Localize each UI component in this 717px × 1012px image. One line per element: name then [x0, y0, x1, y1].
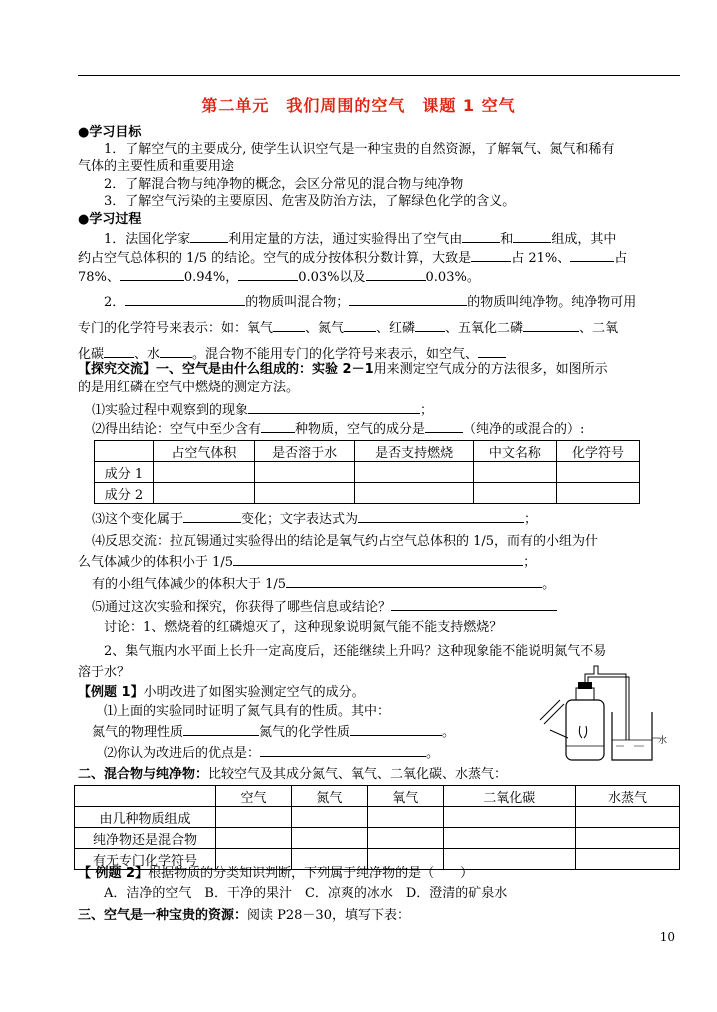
table-header: 二氧化碳 — [443, 786, 575, 807]
table-row-label: 成分 1 — [95, 462, 154, 483]
table-row-label: 由几种物质组成 — [75, 807, 216, 828]
fig-label-water: 水 — [658, 736, 668, 746]
discussion-2: 2、集气瓶内水平面上长升一定高度后，还能继续上升吗？这种现象能不能说明氮气不易 — [104, 644, 607, 659]
example2: 【 例题 2】根据物质的分类知识判断，下列属于纯净物的是（ ） — [78, 866, 474, 881]
example1-q1b: 氮气的物理性质 氮气的化学性质 。 — [92, 725, 456, 740]
goal-2: 2．了解混合物与纯净物的概念，会区分常见的混合物与纯净物 — [104, 177, 464, 192]
explore-q1: ⑴实验过程中观察到的现象 ； — [92, 403, 434, 418]
table-row-label: 有无专门化学符号 — [75, 849, 216, 870]
table-header: 水蒸气 — [575, 786, 679, 807]
apparatus-figure — [520, 660, 670, 770]
table-header: 空气 — [216, 786, 292, 807]
page-number: 10 — [659, 930, 675, 944]
table-row-label: 成分 2 — [95, 483, 154, 504]
table-header: 氧气 — [367, 786, 443, 807]
process-p1b: 约占空气总体积的 1/5 的结论。空气的成分按体积分数计算，大致是 占 21%、 占 — [78, 251, 628, 266]
table-header: 中文名称 — [473, 441, 556, 462]
goals-heading: ●学习目标 — [78, 125, 142, 140]
example1-q2: ⑵你认为改进后的优点是： 。 — [104, 746, 440, 761]
discussion-2-cont: 溶于水？ — [78, 665, 131, 680]
explore-q3: ⑶这个变化属于 变化；文字表达式为 ； — [92, 512, 538, 527]
table-header: 是否支持燃烧 — [355, 441, 473, 462]
goal-3: 3．了解空气污染的主要原因、危害及防治方法，了解绿色化学的含义。 — [104, 194, 516, 209]
process-p2: 2． 的物质叫混合物； 的物质叫纯净物。纯净物可用 — [104, 295, 637, 310]
comparison-table — [74, 785, 680, 870]
table-header: 氮气 — [291, 786, 367, 807]
goal-1: 1．了解空气的主要成分, 使学生认识空气是一种宝贵的自然资源，了解氧气、氮气和稀有 — [104, 142, 615, 157]
page-title: 第二单元 我们周围的空气 课题 1 空气 — [201, 96, 516, 115]
section3-heading: 三、空气是一种宝贵的资源：阅读 P28－30，填写下表： — [78, 908, 410, 923]
explore-intro: 【探究交流】一、空气是由什么组成的：实验 2－1用来测定空气成分的方法很多，如图所示 — [78, 362, 608, 377]
process-p1: 1．法国化学家 利用定量的方法，通过实验得出了空气由 和 组成，其中 — [104, 232, 617, 247]
table-header: 是否溶于水 — [254, 441, 355, 462]
process-p2b: 专门的化学符号来表示：如：氧气 、氮气 、红磷 、五氧化二磷 、二氧 — [78, 321, 619, 336]
explore-q4-cont: 么气体减少的体积小于 1/5 ； — [78, 555, 537, 570]
process-p2c: 化碳 、水 。混合物不能用专门的化学符号来表示，如空气、 — [78, 345, 506, 363]
explore-intro-cont: 的是用红磷在空气中燃烧的测定方法。 — [78, 380, 300, 395]
table-header: 化学符号 — [556, 441, 639, 462]
example1: 【例题 1】小明改进了如图实验测定空气的成分。 — [78, 685, 365, 700]
process-heading: ●学习过程 — [78, 212, 142, 227]
section2-heading: 二、混合物与纯净物：比较空气及其成分氮气、氧气、二氧化碳、水蒸气： — [78, 767, 508, 782]
example2-options: A．洁净的空气 B．干净的果汁 C．凉爽的冰水 D．澄清的矿泉水 — [104, 886, 508, 901]
goal-1-cont: 气体的主要性质和重要用途 — [78, 159, 235, 174]
composition-table — [94, 440, 640, 504]
table-row-label: 纯净物还是混合物 — [75, 828, 216, 849]
table-header — [95, 441, 154, 462]
table-header — [75, 786, 216, 807]
explore-q2: ⑵得出结论：空气中至少含有 种物质，空气的成分是 （纯净的或混合的）: — [92, 422, 585, 437]
header-rule — [78, 75, 680, 76]
explore-q4b: 有的小组气体减少的体积大于 1/5 。 — [92, 577, 556, 592]
example1-q1: ⑴上面的实验同时证明了氮气具有的性质。其中： — [104, 704, 391, 719]
explore-q4: ⑷反思交流：拉瓦锡通过实验得出的结论是氧气约占空气总体积的 1/5，而有的小组为什 — [92, 534, 599, 549]
process-p1c: 78%、 0.94%， 0.03%以及 0.03%。 — [78, 270, 480, 285]
table-header: 占空气体积 — [154, 441, 255, 462]
discussion-1: 讨论：1、燃烧着的红磷熄灭了，这种现象说明氮气能不能支持燃烧？ — [104, 620, 503, 635]
explore-q5: ⑸通过这次实验和探究，你获得了哪些信息或结论？ — [92, 598, 557, 616]
